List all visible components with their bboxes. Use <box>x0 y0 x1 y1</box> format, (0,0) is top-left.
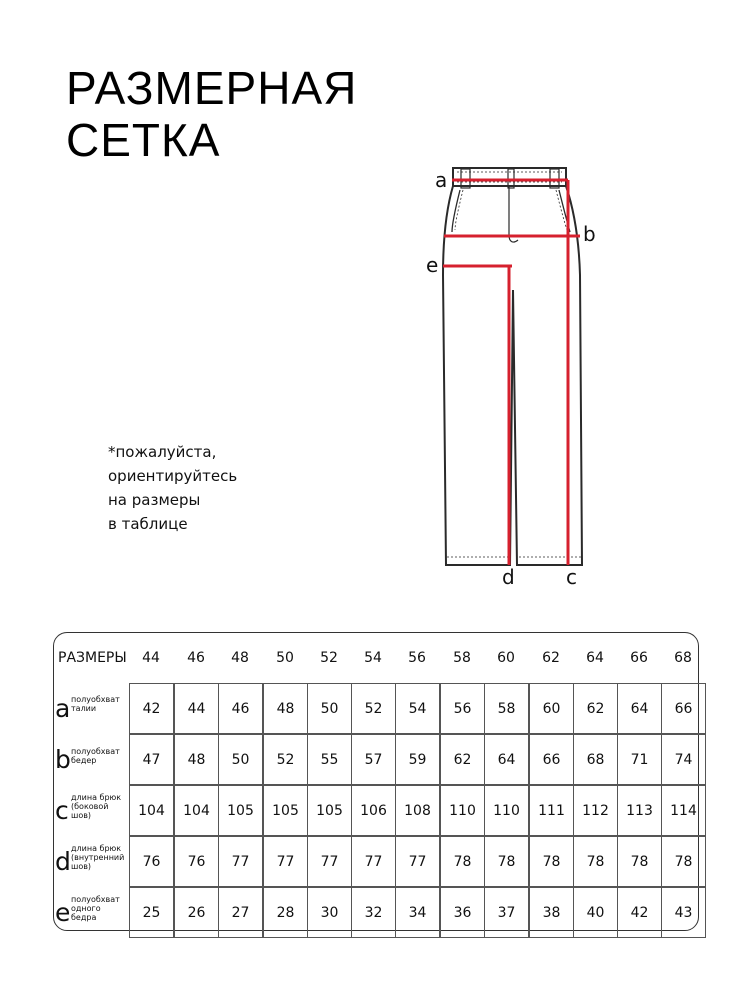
table-cell: 64 <box>617 683 662 734</box>
table-header-row <box>54 633 698 685</box>
table-cell: 78 <box>529 836 574 887</box>
table-cell: 105 <box>218 785 263 836</box>
table-cell: 106 <box>351 785 396 836</box>
table-cell: 110 <box>484 785 529 836</box>
table-cell: 77 <box>263 836 308 887</box>
size-header-56: 56 <box>408 650 426 666</box>
table-cell: 114 <box>661 785 706 836</box>
table-cell: 44 <box>174 683 219 734</box>
table-cell: 104 <box>174 785 219 836</box>
page-title <box>66 62 357 166</box>
table-cell: 57 <box>351 734 396 785</box>
note-line-2: ориентируйтесь <box>108 467 238 485</box>
table-cell: 77 <box>218 836 263 887</box>
table-cell: 68 <box>573 734 618 785</box>
table-cell: 62 <box>440 734 485 785</box>
size-header-44: 44 <box>142 650 160 666</box>
table-cell: 43 <box>661 887 706 938</box>
label-b: b <box>583 222 596 246</box>
table-cell: 55 <box>307 734 352 785</box>
table-cell: 54 <box>395 683 440 734</box>
table-cell: 78 <box>617 836 662 887</box>
table-cell: 74 <box>661 734 706 785</box>
size-header-50: 50 <box>276 650 294 666</box>
table-cell: 112 <box>573 785 618 836</box>
row-letter: d <box>55 847 71 876</box>
table-cell: 105 <box>307 785 352 836</box>
row-description-line: талии <box>71 704 97 713</box>
row-description-line: одного <box>71 904 101 913</box>
size-header-48: 48 <box>231 650 249 666</box>
size-header-60: 60 <box>497 650 515 666</box>
table-cell: 46 <box>218 683 263 734</box>
title-line-2: СЕТКА <box>66 114 221 166</box>
row-label-d <box>54 836 130 887</box>
label-c: c <box>566 565 577 589</box>
row-description-line: (внутренний <box>71 853 125 862</box>
table-cell: 66 <box>661 683 706 734</box>
table-cell: 50 <box>307 683 352 734</box>
table-cell: 77 <box>351 836 396 887</box>
table-cell: 111 <box>529 785 574 836</box>
row-letter: a <box>55 694 71 723</box>
table-cell: 40 <box>573 887 618 938</box>
table-cell: 48 <box>174 734 219 785</box>
table-cell: 78 <box>573 836 618 887</box>
row-description-line: бедер <box>71 756 97 765</box>
table-cell: 78 <box>661 836 706 887</box>
table-cell: 56 <box>440 683 485 734</box>
row-label-c <box>54 785 130 836</box>
row-description-line: (боковой <box>71 802 109 811</box>
trousers-diagram <box>425 160 615 590</box>
row-letter: b <box>55 745 71 774</box>
size-header-52: 52 <box>320 650 338 666</box>
row-description-line: длина брюк <box>71 844 122 853</box>
note-line-3: на размеры <box>108 491 201 509</box>
size-header-58: 58 <box>453 650 471 666</box>
row-description-line: полуобхват <box>71 695 120 704</box>
table-cell: 42 <box>129 683 174 734</box>
table-cell: 77 <box>395 836 440 887</box>
table-cell: 113 <box>617 785 662 836</box>
table-cell: 76 <box>129 836 174 887</box>
table-cell: 34 <box>395 887 440 938</box>
row-description-line: полуобхват <box>71 747 120 756</box>
row-description-line: бедра <box>71 913 97 922</box>
table-cell: 58 <box>484 683 529 734</box>
table-cell: 52 <box>351 683 396 734</box>
table-cell: 71 <box>617 734 662 785</box>
table-cell: 78 <box>484 836 529 887</box>
row-description-line: шов) <box>71 811 92 820</box>
size-header-64: 64 <box>586 650 604 666</box>
table-cell: 77 <box>307 836 352 887</box>
table-cell: 76 <box>174 836 219 887</box>
note-line-4: в таблице <box>108 515 188 533</box>
table-cell: 59 <box>395 734 440 785</box>
table-cell: 37 <box>484 887 529 938</box>
table-cell: 47 <box>129 734 174 785</box>
label-a: a <box>435 168 448 192</box>
table-cell: 105 <box>263 785 308 836</box>
size-header-68: 68 <box>674 650 692 666</box>
table-cell: 27 <box>218 887 263 938</box>
trousers-outline <box>443 168 582 565</box>
row-description-line: шов) <box>71 862 92 871</box>
sizes-header-label: РАЗМЕРЫ <box>58 650 127 666</box>
table-cell: 42 <box>617 887 662 938</box>
table-cell: 60 <box>529 683 574 734</box>
row-description-line: полуобхват <box>71 895 120 904</box>
note-line-1: *пожалуйста, <box>108 443 217 461</box>
row-letter: c <box>55 796 69 825</box>
table-cell: 52 <box>263 734 308 785</box>
label-e: e <box>426 253 439 277</box>
row-letter: e <box>55 898 71 927</box>
size-header-66: 66 <box>630 650 648 666</box>
table-cell: 108 <box>395 785 440 836</box>
table-cell: 50 <box>218 734 263 785</box>
row-label-b <box>54 734 130 785</box>
table-cell: 28 <box>263 887 308 938</box>
table-cell: 104 <box>129 785 174 836</box>
table-cell: 78 <box>440 836 485 887</box>
table-cell: 25 <box>129 887 174 938</box>
size-header-54: 54 <box>364 650 382 666</box>
row-description-line: длина брюк <box>71 793 122 802</box>
size-header-46: 46 <box>187 650 205 666</box>
row-label-a <box>54 683 130 734</box>
table-cell: 110 <box>440 785 485 836</box>
table-cell: 30 <box>307 887 352 938</box>
table-cell: 26 <box>174 887 219 938</box>
table-cell: 66 <box>529 734 574 785</box>
label-d: d <box>502 565 515 589</box>
table-cell: 32 <box>351 887 396 938</box>
table-cell: 48 <box>263 683 308 734</box>
size-note <box>108 440 237 536</box>
title-line-1: РАЗМЕРНАЯ <box>66 62 358 114</box>
table-cell: 38 <box>529 887 574 938</box>
table-cell: 64 <box>484 734 529 785</box>
row-label-e <box>54 887 130 938</box>
table-cell: 62 <box>573 683 618 734</box>
size-header-62: 62 <box>542 650 560 666</box>
table-cell: 36 <box>440 887 485 938</box>
size-table <box>53 632 699 931</box>
